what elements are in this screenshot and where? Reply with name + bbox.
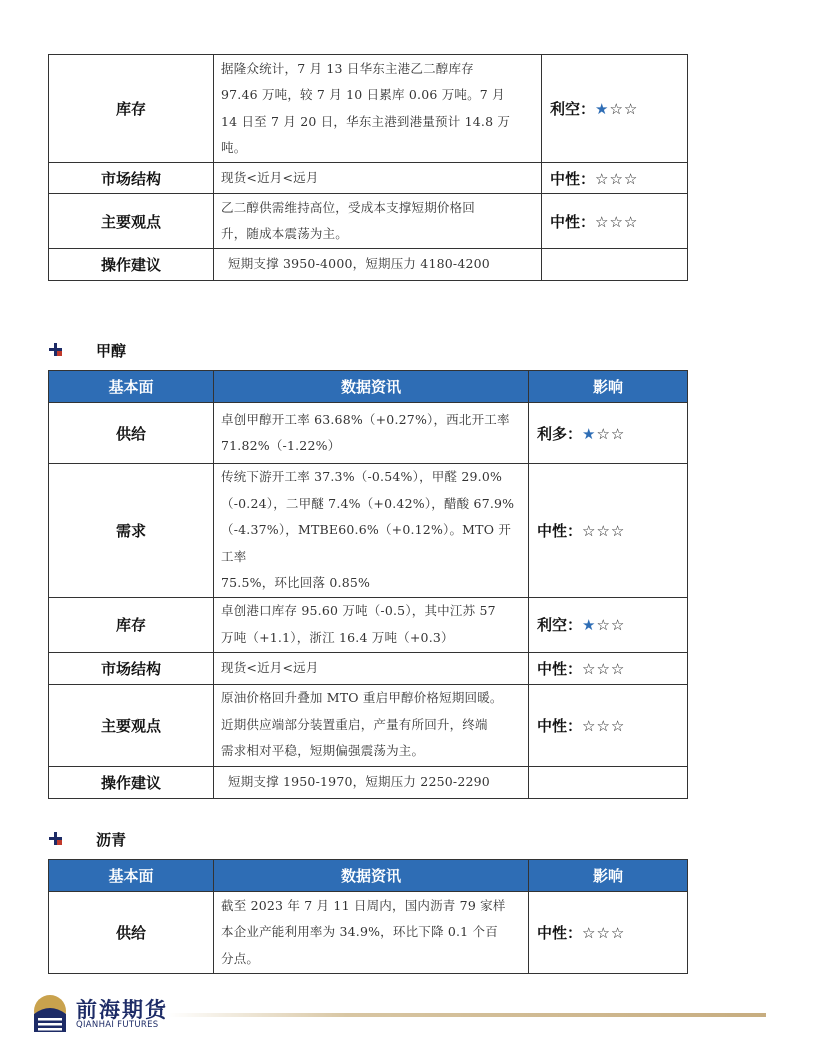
data-line: 吨。 bbox=[221, 140, 247, 155]
data-line: 据隆众统计，7 月 13 日华东主港乙二醇库存 bbox=[221, 60, 474, 76]
star-empty-icon: ☆☆☆ bbox=[582, 924, 626, 942]
impact-label: 中性： bbox=[537, 716, 583, 735]
row-key: 库存 bbox=[49, 597, 214, 652]
impact-label: 中性： bbox=[550, 212, 596, 231]
table-header-row bbox=[49, 860, 688, 892]
data-line: 71.82%（-1.22%） bbox=[221, 438, 341, 453]
company-logo bbox=[30, 994, 170, 1034]
data-line: 75.5%，环比回落 0.85% bbox=[221, 575, 371, 590]
row-data bbox=[214, 194, 542, 249]
data-line: 分点。 bbox=[221, 950, 260, 966]
data-line: 截至 2023 年 7 月 11 日周内，国内沥青 79 家样 bbox=[221, 897, 506, 913]
row-data bbox=[214, 464, 529, 598]
star-filled-icon: ★ bbox=[595, 100, 610, 118]
header-fundamentals: 基本面 bbox=[49, 860, 214, 892]
logo-text-en: QIANHAI FUTURES bbox=[76, 1020, 159, 1030]
data-line: 卓创甲醇开工率 63.68%（+0.27%），西北开工率 bbox=[221, 411, 510, 427]
impact-cell bbox=[542, 249, 688, 281]
impact-cell bbox=[529, 403, 688, 464]
impact-label: 利空： bbox=[550, 100, 596, 118]
data-line: 卓创港口库存 95.60 万吨（-0.5），其中江苏 57 bbox=[221, 603, 496, 618]
star-empty-icon: ☆☆☆ bbox=[582, 521, 626, 540]
impact-label: 中性： bbox=[550, 169, 596, 188]
row-data bbox=[214, 892, 529, 974]
data-line: 本企业产能利用率为 34.9%，环比下降 0.1 个百 bbox=[221, 924, 498, 940]
table-row bbox=[49, 403, 688, 464]
data-line: 现货<近月<远月 bbox=[221, 659, 319, 675]
impact-cell bbox=[529, 464, 688, 598]
section-heading-methanol bbox=[48, 340, 126, 361]
data-line: 万吨（+1.1），浙江 16.4 万吨（+0.3） bbox=[221, 629, 454, 645]
row-key: 主要观点 bbox=[49, 194, 214, 249]
star-empty-icon: ☆☆☆ bbox=[582, 659, 626, 678]
star-filled-icon: ★ bbox=[582, 616, 597, 634]
table-header-row bbox=[49, 371, 688, 403]
impact-cell bbox=[529, 766, 688, 798]
header-data: 数据资讯 bbox=[214, 371, 529, 403]
row-data bbox=[214, 766, 529, 798]
impact-label: 中性： bbox=[537, 521, 583, 540]
table-row bbox=[49, 597, 688, 652]
row-key: 市场结构 bbox=[49, 163, 214, 194]
header-impact: 影响 bbox=[529, 371, 688, 403]
impact-cell bbox=[529, 684, 688, 766]
data-line: 短期支撑 1950-1970，短期压力 2250-2290 bbox=[228, 773, 490, 789]
row-key: 操作建议 bbox=[49, 249, 214, 281]
section-title: 沥青 bbox=[96, 831, 127, 849]
impact-cell bbox=[529, 892, 688, 974]
data-line: 乙二醇供需维持高位，受成本支撑短期价格回 bbox=[221, 199, 476, 215]
table-row bbox=[49, 163, 688, 194]
logo-emblem-icon bbox=[30, 994, 70, 1034]
table-row bbox=[49, 766, 688, 798]
data-line: （-4.37%），MTBE60.6%（+0.12%）。MTO 开工率 bbox=[221, 522, 512, 564]
table-row bbox=[49, 684, 688, 766]
data-line: 短期支撑 3950-4000，短期压力 4180-4200 bbox=[228, 256, 490, 272]
footer-divider bbox=[168, 1013, 766, 1017]
impact-label: 利空： bbox=[537, 616, 583, 634]
header-fundamentals: 基本面 bbox=[49, 371, 214, 403]
logo-text-cn: 前海期货 bbox=[76, 997, 168, 1022]
data-line: （-0.24），二甲醚 7.4%（+0.42%），醋酸 67.9% bbox=[221, 495, 515, 511]
table-row bbox=[49, 249, 688, 281]
data-line: 97.46 万吨，较 7 月 10 日累库 0.06 万吨。7 月 bbox=[221, 87, 505, 102]
impact-cell bbox=[542, 55, 688, 163]
row-data bbox=[214, 652, 529, 684]
star-empty-icon: ☆☆☆ bbox=[595, 169, 639, 188]
data-line: 传统下游开工率 37.3%（-0.54%），甲醛 29.0% bbox=[221, 469, 503, 484]
data-line: 近期供应端部分装置重启，产量有所回升，终端 bbox=[221, 716, 488, 732]
row-key: 库存 bbox=[49, 55, 214, 163]
data-line: 升，随成本震荡为主。 bbox=[221, 226, 349, 241]
star-filled-icon: ★ bbox=[582, 424, 597, 443]
bullet-icon bbox=[48, 342, 68, 362]
methanol-table bbox=[48, 370, 688, 799]
header-data: 数据资讯 bbox=[214, 860, 529, 892]
impact-label: 中性： bbox=[537, 659, 583, 678]
impact-cell bbox=[542, 163, 688, 194]
star-empty-icon: ☆☆☆ bbox=[582, 716, 626, 735]
row-key: 市场结构 bbox=[49, 652, 214, 684]
row-data bbox=[214, 597, 529, 652]
data-line: 原油价格回升叠加 MTO 重启甲醇价格短期回暖。 bbox=[221, 690, 503, 706]
row-key: 供给 bbox=[49, 403, 214, 464]
impact-cell bbox=[529, 597, 688, 652]
table-row bbox=[49, 464, 688, 598]
table-row bbox=[49, 892, 688, 974]
table-row bbox=[49, 652, 688, 684]
row-key: 供给 bbox=[49, 892, 214, 974]
bullet-icon bbox=[48, 831, 68, 851]
table-row bbox=[49, 194, 688, 249]
row-data bbox=[214, 55, 542, 163]
impact-cell bbox=[542, 194, 688, 249]
row-data bbox=[214, 403, 529, 464]
star-empty-icon: ☆☆ bbox=[609, 100, 639, 118]
impact-label: 利多： bbox=[537, 424, 583, 443]
ethylene-glycol-table bbox=[48, 54, 688, 281]
row-data bbox=[214, 163, 542, 194]
row-key: 主要观点 bbox=[49, 684, 214, 766]
star-empty-icon: ☆☆ bbox=[596, 424, 626, 443]
data-line: 14 日至 7 月 20 日，华东主港到港量预计 14.8 万 bbox=[221, 113, 511, 129]
header-impact: 影响 bbox=[529, 860, 688, 892]
data-line: 现货<近月<远月 bbox=[221, 169, 319, 185]
section-heading-asphalt bbox=[48, 829, 126, 850]
star-empty-icon: ☆☆☆ bbox=[595, 212, 639, 231]
row-data bbox=[214, 249, 542, 281]
impact-cell bbox=[529, 652, 688, 684]
impact-label: 中性： bbox=[537, 924, 583, 942]
data-line: 需求相对平稳，短期偏强震荡为主。 bbox=[221, 743, 425, 759]
star-empty-icon: ☆☆ bbox=[596, 616, 626, 634]
row-key: 操作建议 bbox=[49, 766, 214, 798]
section-title: 甲醇 bbox=[96, 342, 127, 360]
row-key: 需求 bbox=[49, 464, 214, 598]
table-row bbox=[49, 55, 688, 163]
row-data bbox=[214, 684, 529, 766]
asphalt-table bbox=[48, 859, 688, 974]
